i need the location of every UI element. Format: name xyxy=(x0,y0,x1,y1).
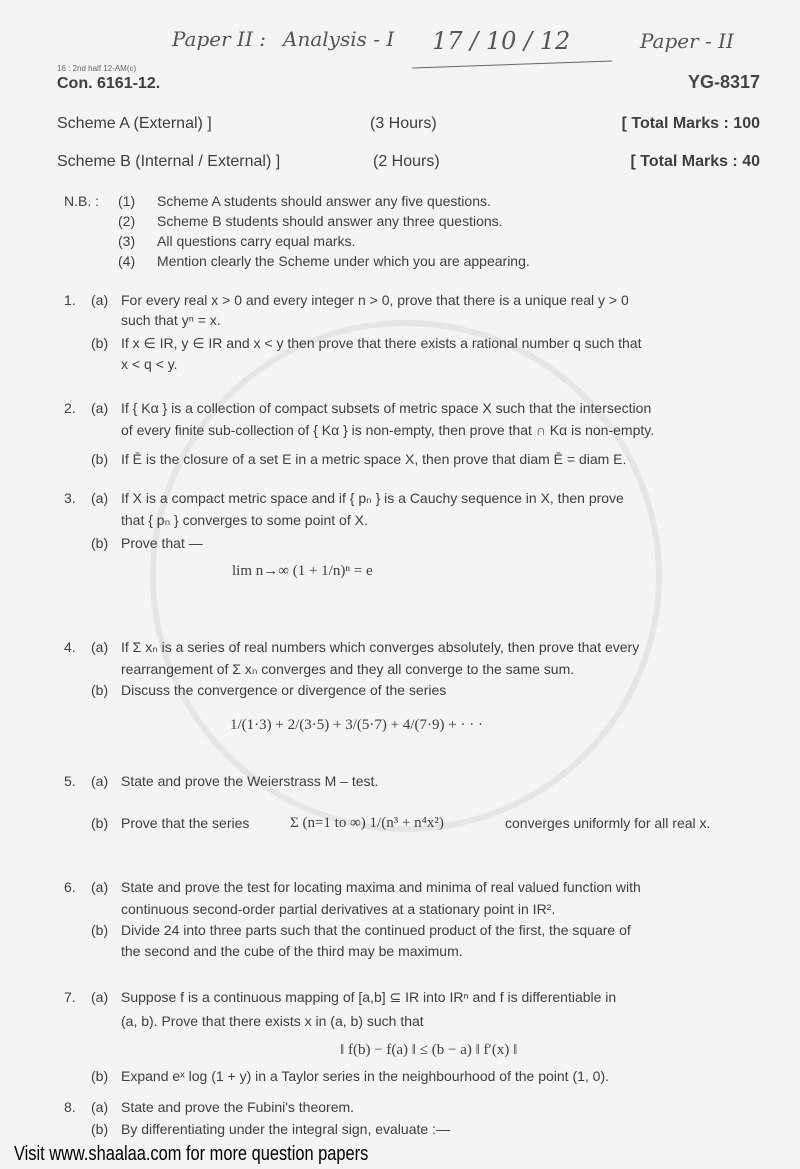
question-part: (a) xyxy=(91,879,109,895)
nb-item-number: (3) xyxy=(118,233,136,249)
question-part: (b) xyxy=(91,815,109,831)
nb-item-text: Scheme A students should answer any five questions. xyxy=(157,193,491,209)
question-part: (a) xyxy=(91,773,109,789)
question-text: State and prove the Weierstrass M – test. xyxy=(121,773,379,789)
question-part: (a) xyxy=(91,292,109,308)
question-part: (b) xyxy=(91,682,109,698)
question-text: For every real x > 0 and every integer n > 0, prove that there is a unique real y > 0 xyxy=(121,292,629,308)
handwritten-underline xyxy=(412,61,612,69)
question-text: If x ∈ IR, y ∈ IR and x < y then prove that there exists a rational number q such that xyxy=(121,335,642,351)
question-text: Discuss the convergence or divergence of the series xyxy=(121,682,447,698)
marks-a: [ Total Marks : 100 xyxy=(621,115,760,132)
question-part: (b) xyxy=(91,451,109,467)
question-number: 7. xyxy=(64,989,76,1005)
question-part: (b) xyxy=(91,335,109,351)
question-text: such that yⁿ = x. xyxy=(121,312,221,328)
question-part: (a) xyxy=(91,989,109,1005)
question-text: rearrangement of Σ xₙ converges and they all converge to the same sum. xyxy=(121,661,575,677)
uniform-series-formula: Σ (n=1 to ∞) 1/(n³ + n⁴x²) xyxy=(290,815,444,831)
question-number: 4. xyxy=(64,639,76,655)
question-text: Suppose f is a continuous mapping of [a,b] ⊆ IR into IRⁿ and f is differentiable in xyxy=(121,989,617,1005)
handwritten-date: 17 / 10 / 12 xyxy=(432,27,571,55)
question-text: If { Kα } is a collection of compact subsets of metric space X such that the intersection xyxy=(121,400,652,416)
nb-label: N.B. : xyxy=(64,193,100,209)
hours-b: (2 Hours) xyxy=(373,153,440,170)
series-formula: 1/(1·3) + 2/(3·5) + 3/(5·7) + 4/(7·9) + · · · xyxy=(230,717,483,733)
question-text: State and prove the test for locating maxima and minima of real valued function with xyxy=(121,879,641,895)
question-text: If Σ xₙ is a series of real numbers which converges absolutely, then prove that every xyxy=(121,639,640,655)
hours-a: (3 Hours) xyxy=(370,115,437,132)
question-number: 6. xyxy=(64,879,76,895)
print-code: 16 : 2nd half 12-AM(c) xyxy=(57,64,137,73)
question-text: (a, b). Prove that there exists x in (a, b) such that xyxy=(121,1013,424,1029)
uniform-series-tail: converges uniformly for all real x. xyxy=(505,815,711,831)
handwritten-subject: Analysis - I xyxy=(283,27,395,51)
question-text: Prove that the series xyxy=(121,815,250,831)
question-text: By differentiating under the integral sign, evaluate :— xyxy=(121,1121,450,1137)
question-number: 3. xyxy=(64,490,76,506)
mvt-formula: ‖ f(b) − f(a) ‖ ≤ (b − a) ‖ f′(x) ‖ xyxy=(340,1042,518,1058)
question-part: (b) xyxy=(91,1068,109,1084)
question-text: State and prove the Fubini's theorem. xyxy=(121,1099,355,1115)
question-part: (b) xyxy=(91,535,109,551)
scheme-a: Scheme A (External) ] xyxy=(57,115,212,132)
question-part: (a) xyxy=(91,1099,109,1115)
question-part: (a) xyxy=(91,400,109,416)
nb-item-number: (1) xyxy=(118,193,136,209)
nb-item-text: All questions carry equal marks. xyxy=(157,233,356,249)
question-number: 2. xyxy=(64,400,76,416)
marks-b: [ Total Marks : 40 xyxy=(630,153,760,170)
question-text: Expand eˣ log (1 + y) in a Taylor series in the neighbourhood of the point (1, 0). xyxy=(121,1068,610,1084)
question-number: 8. xyxy=(64,1099,76,1115)
con-number: Con. 6161-12. xyxy=(57,75,161,92)
limit-formula: lim n→∞ (1 + 1/n)ⁿ = e xyxy=(232,563,373,579)
question-text: Prove that — xyxy=(121,535,203,551)
nb-item-text: Scheme B students should answer any three questions. xyxy=(157,213,503,229)
question-number: 5. xyxy=(64,773,76,789)
question-text: x < q < y. xyxy=(121,356,178,372)
nb-item-text: Mention clearly the Scheme under which you are appearing. xyxy=(157,253,530,269)
question-text: Divide 24 into three parts such that the continued product of the first, the square of xyxy=(121,922,631,938)
nb-item-number: (4) xyxy=(118,253,136,269)
question-text: of every finite sub-collection of { Kα } is non-empty, then prove that ∩ Kα is non-empty. xyxy=(121,422,655,438)
watermark-circle xyxy=(150,320,662,832)
question-text: the second and the cube of the third may be maximum. xyxy=(121,943,463,959)
question-part: (a) xyxy=(91,490,109,506)
nb-item-number: (2) xyxy=(118,213,136,229)
scheme-b: Scheme B (Internal / External) ] xyxy=(57,153,281,170)
question-part: (a) xyxy=(91,639,109,655)
question-part: (b) xyxy=(91,1121,109,1137)
question-number: 1. xyxy=(64,292,76,308)
question-text: that { pₙ } converges to some point of X. xyxy=(121,512,368,528)
question-part: (b) xyxy=(91,922,109,938)
handwritten-paper-right: Paper - II xyxy=(640,29,734,53)
question-text: If X is a compact metric space and if { pₙ } is a Cauchy sequence in X, then prove xyxy=(121,490,624,506)
footer-link[interactable]: Visit www.shaalaa.com for more question papers xyxy=(14,1143,369,1165)
paper-code: YG-8317 xyxy=(687,72,760,92)
handwritten-paper: Paper II : xyxy=(172,27,266,51)
question-text: If Ē is the closure of a set E in a metric space X, then prove that diam Ē = diam E. xyxy=(121,451,627,467)
question-text: continuous second-order partial derivatives at a stationary point in IR². xyxy=(121,901,556,917)
